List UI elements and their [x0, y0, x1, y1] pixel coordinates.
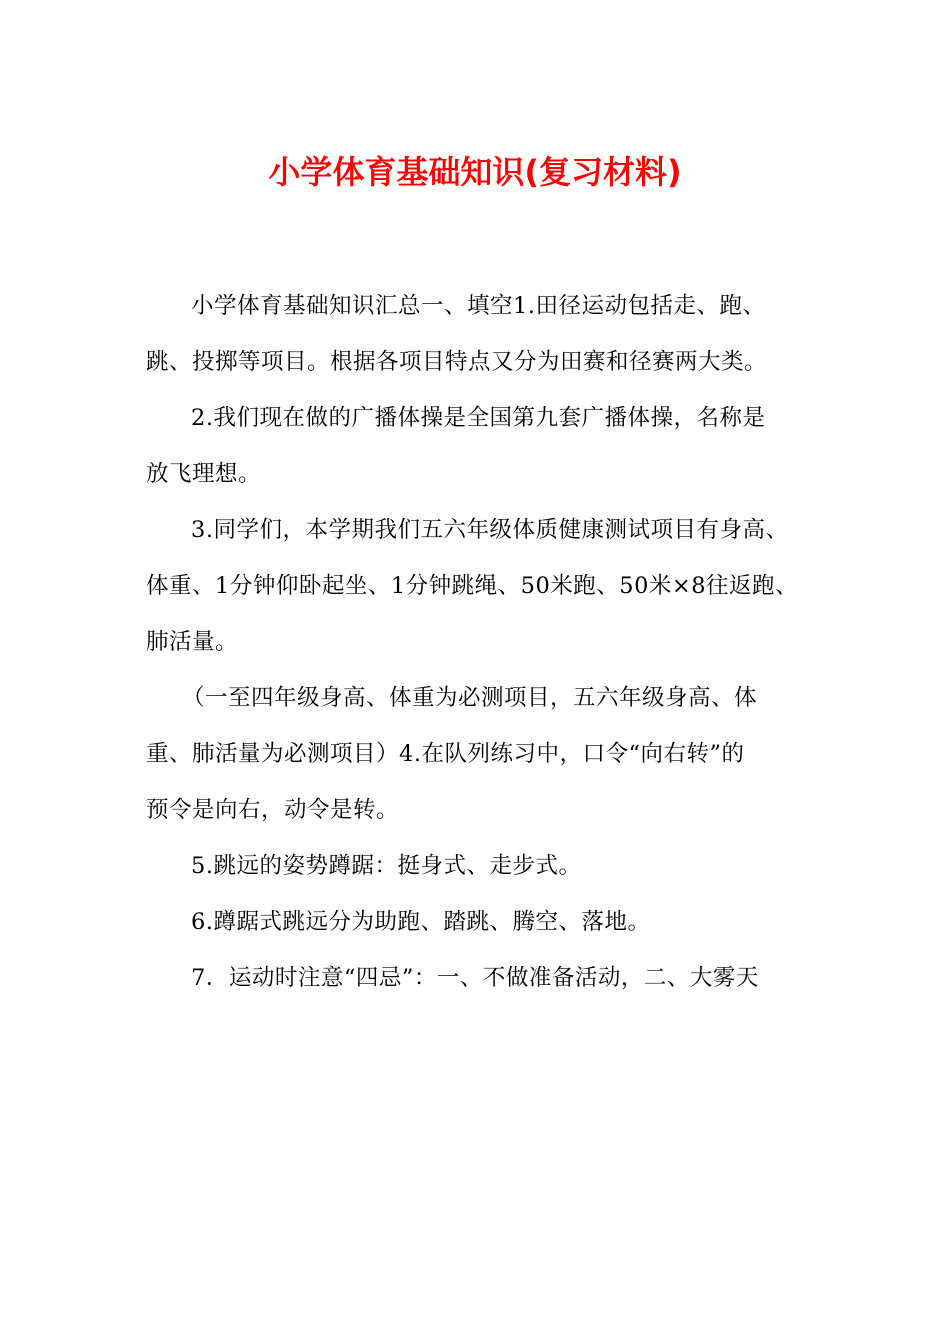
text-line: 6.蹲踞式跳远分为助跑、踏跳、腾空、落地。 [191, 909, 651, 935]
text-line: 放飞理想。 [146, 461, 262, 487]
text-line: 重、肺活量为必测项目）4.在队列练习中，口令“向右转”的 [146, 741, 745, 767]
text-line: 肺活量。 [146, 629, 239, 655]
text-line: 小学体育基础知识汇总一、填空1.田径运动包括走、跑、 [191, 293, 766, 319]
text-line: 3.同学们，本学期我们五六年级体质健康测试项目有身高、 [191, 517, 789, 543]
text-line: 跳、投掷等项目。根据各项目特点又分为田赛和径赛两大类。 [146, 349, 768, 375]
text-line: 5.跳远的姿势蹲踞：挺身式、走步式。 [191, 853, 582, 879]
text-line: 体重、1分钟仰卧起坐、1分钟跳绳、50米跑、50米×8往返跑、 [146, 573, 799, 599]
text-line: （一至四年级身高、体重为必测项目，五六年级身高、体 [182, 685, 758, 711]
document-body [146, 278, 826, 1006]
text-line: 2.我们现在做的广播体操是全国第九套广播体操，名称是 [191, 405, 766, 431]
page-title: 小学体育基础知识(复习材料) [268, 153, 682, 191]
text-line: 预令是向右，动令是转。 [146, 797, 400, 823]
text-line: 7．运动时注意“四忌”：一、不做准备活动，二、大雾天 [191, 965, 759, 991]
